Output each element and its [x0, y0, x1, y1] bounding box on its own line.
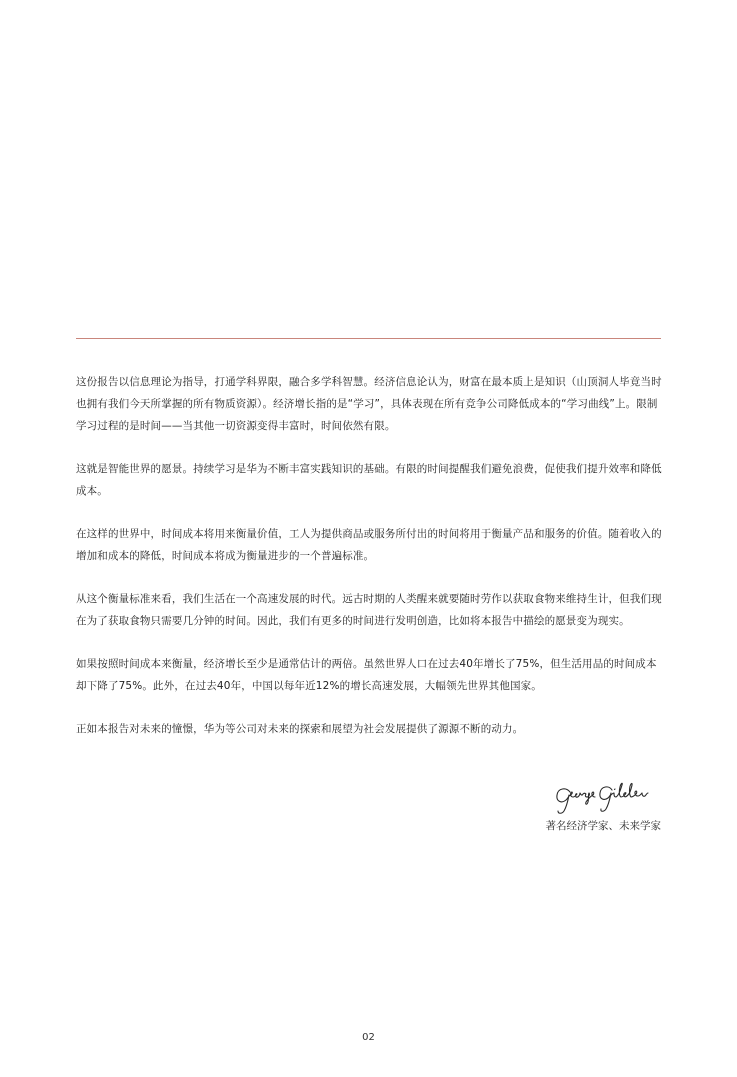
handwritten-signature	[548, 778, 668, 816]
paragraph: 从这个衡量标准来看，我们生活在一个高速发展的时代。远古时期的人类醒来就要随时劳作以获取食物来维持生计，但我们现在为了获取食物只需要几分钟的时间。因此，我们有更多的时间进行发明创造，比如将本报告中描绘的愿景变为现实。	[76, 593, 662, 627]
paragraph: 这份报告以信息理论为指导，打通学科界限，融合多学科智慧。经济信息论认为，财富在最本质上是知识（山顶洞人毕竟当时也拥有我们今天所掌握的所有物质资源）。经济增长指的是“学习”，具体表现在所有竞争公司降低成本的“学习曲线”上。限制学习过程的是时间——当其他一切资源变得丰富时，时间依然有限。	[76, 376, 662, 432]
signer-title: 著名经济学家、未来学家	[545, 820, 661, 832]
paragraph: 如果按照时间成本来衡量，经济增长至少是通常估计的两倍。虽然世界人口在过去40年增长了75%，但生活用品的时间成本却下降了75%。此外，在过去40年，中国以每年近12%的增长高速发展，大幅领先世界其他国家。	[76, 658, 657, 692]
divider-rule	[76, 338, 661, 339]
paragraph: 在这样的世界中，时间成本将用来衡量价值，工人为提供商品或服务所付出的时间将用于衡量产品和服务的价值。随着收入的增加和成本的降低，时间成本将成为衡量进步的一个普遍标准。	[76, 528, 662, 562]
paragraph: 这就是智能世界的愿景。持续学习是华为不断丰富实践知识的基础。有限的时间提醒我们避免浪费，促使我们提升效率和降低成本。	[76, 463, 662, 497]
paragraph: 正如本报告对未来的憧憬，华为等公司对未来的探索和展望为社会发展提供了源源不断的动力。	[76, 723, 524, 735]
body-text	[76, 371, 666, 761]
page-number: 02	[362, 1032, 375, 1043]
